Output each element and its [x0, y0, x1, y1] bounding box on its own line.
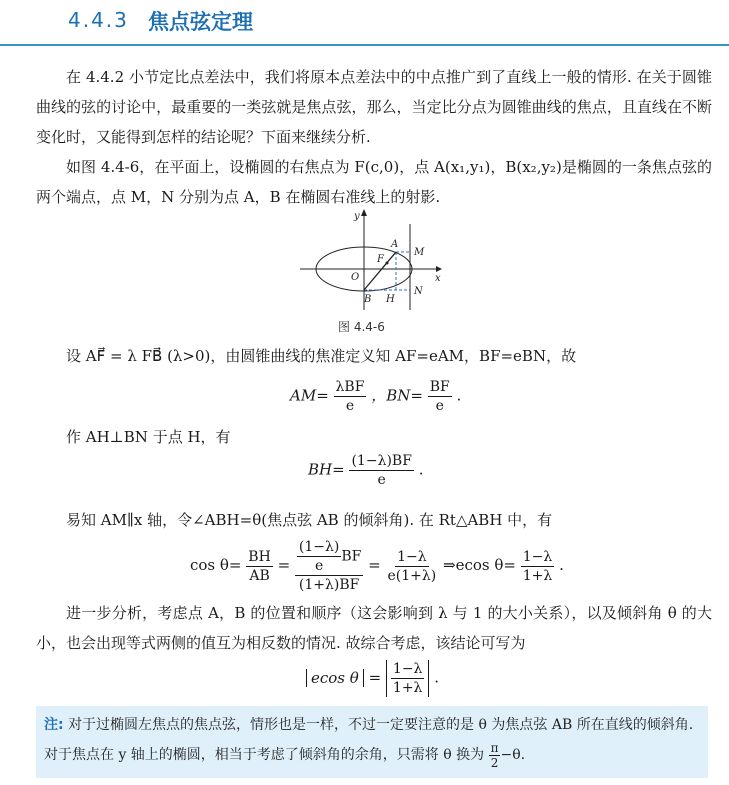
origin-label: O	[351, 272, 360, 283]
ellipse-figure	[296, 206, 446, 316]
note-text: 对于过椭圆左焦点的焦点弦，情形也是一样，不过一定要注意的是 θ 为焦点弦 AB 所在直线的倾斜角. 对于焦点在 y 轴上的椭圆，相当于考虑了倾斜角的余角，只需将 θ 换为	[44, 717, 694, 763]
eq1-fraction-b: $\frac{BF}{e}$	[429, 379, 450, 414]
line-perpendicular: 作 AH⊥BN 于点 H，有	[66, 428, 231, 446]
eq1-fraction-a: $\frac{\text{λBF}}{e}$	[335, 379, 365, 414]
section-title: 焦点弦定理	[148, 10, 253, 34]
eq3-compound-fraction: $\frac{(1-\lambda)}{e}$ BF (1+λ)BF	[295, 538, 363, 594]
point-b-label: B	[364, 294, 372, 305]
point-a-label: A	[391, 239, 399, 250]
figure-caption: 图 4.4-6	[338, 320, 385, 334]
section-number: 4.4.3	[68, 8, 129, 32]
eq1-mid: ，BN=	[371, 386, 423, 405]
point-m-label: M	[414, 247, 425, 258]
equation-cos-theta: cos θ= $\frac{BH}{AB}$ = $\frac{(1-\lambda)}{e}$ BF (1+λ)BF = $\frac{1-\lambda}{e(1+\lambda)}$ ⇒ecos θ= $\frac{1-\lambda}{1+\lambda}$ .	[190, 539, 564, 593]
note-box: 注: 对于过椭圆左焦点的焦点弦，情形也是一样，不过一定要注意的是 θ 为焦点弦 AB 所在直线的倾斜角. 对于焦点在 y 轴上的椭圆，相当于考虑了倾斜角的余角，只需将 θ 换为 $\frac{\pi}{2}$ −θ.	[36, 706, 708, 778]
point-f-label: F	[377, 254, 384, 265]
paragraph-setup: 如图 4.4-6，在平面上，设椭圆的右焦点为 F(c,0)，点 A(x₁,y₁)，B(x₂,y₂)是椭圆的一条焦点弦的两个端点，点 M，N 分别为点 A，B 在椭圆右准线上的射影.	[36, 158, 712, 206]
point-h-label: H	[386, 294, 395, 305]
equation-bh: BH= $\frac{(1-\lambda)BF}{e}$ .	[308, 453, 424, 488]
section-heading	[0, 0, 729, 46]
line-parallel: 易知 AM∥x 轴，令∠ABH=θ(焦点弦 AB 的倾斜角). 在 Rt△ABH 中，有	[66, 511, 553, 529]
line-set-vectors: 设 AF⃗ = λ FB⃗ (λ>0)，由圆锥曲线的焦准定义知 AF=eAM，BF=eBN，故	[66, 347, 577, 365]
paragraph-analysis: 进一步分析，考虑点 A，B 的位置和顺序（这会影响到 λ 与 1 的大小关系），以及倾斜角 θ 的大小，也会出现等式两侧的值互为相反数的情况. 故综合考虑，该结论可写为	[36, 604, 712, 652]
point-n-label: N	[414, 286, 423, 297]
note-label: 注:	[44, 717, 64, 733]
eq1-left: AM=	[290, 386, 329, 405]
paragraph-intro: 在 4.4.2 小节定比点差法中，我们将原本点差法中的中点推广到了直线上一般的情形. 在关于圆锥曲线的弦的讨论中，最重要的一类弦就是焦点弦，那么，当定比分点为圆锥曲线的焦点，且直线在不断变化时，又能得到怎样的结论呢？下面来继续分析.	[36, 68, 712, 146]
eq2-fraction: $\frac{(1-\lambda)BF}{e}$	[351, 453, 412, 488]
equation-final: ecos θ = $\frac{1-\lambda}{1+\lambda}$ .	[306, 660, 439, 697]
equation-am-bn: AM= $\frac{\text{λBF}}{e}$ ，BN= $\frac{BF}{e}$ .	[290, 379, 462, 414]
axis-x-label: x	[435, 273, 441, 284]
axis-y-label: y	[354, 211, 360, 222]
note-pi-fraction: $\frac{\pi}{2}$	[490, 740, 499, 770]
